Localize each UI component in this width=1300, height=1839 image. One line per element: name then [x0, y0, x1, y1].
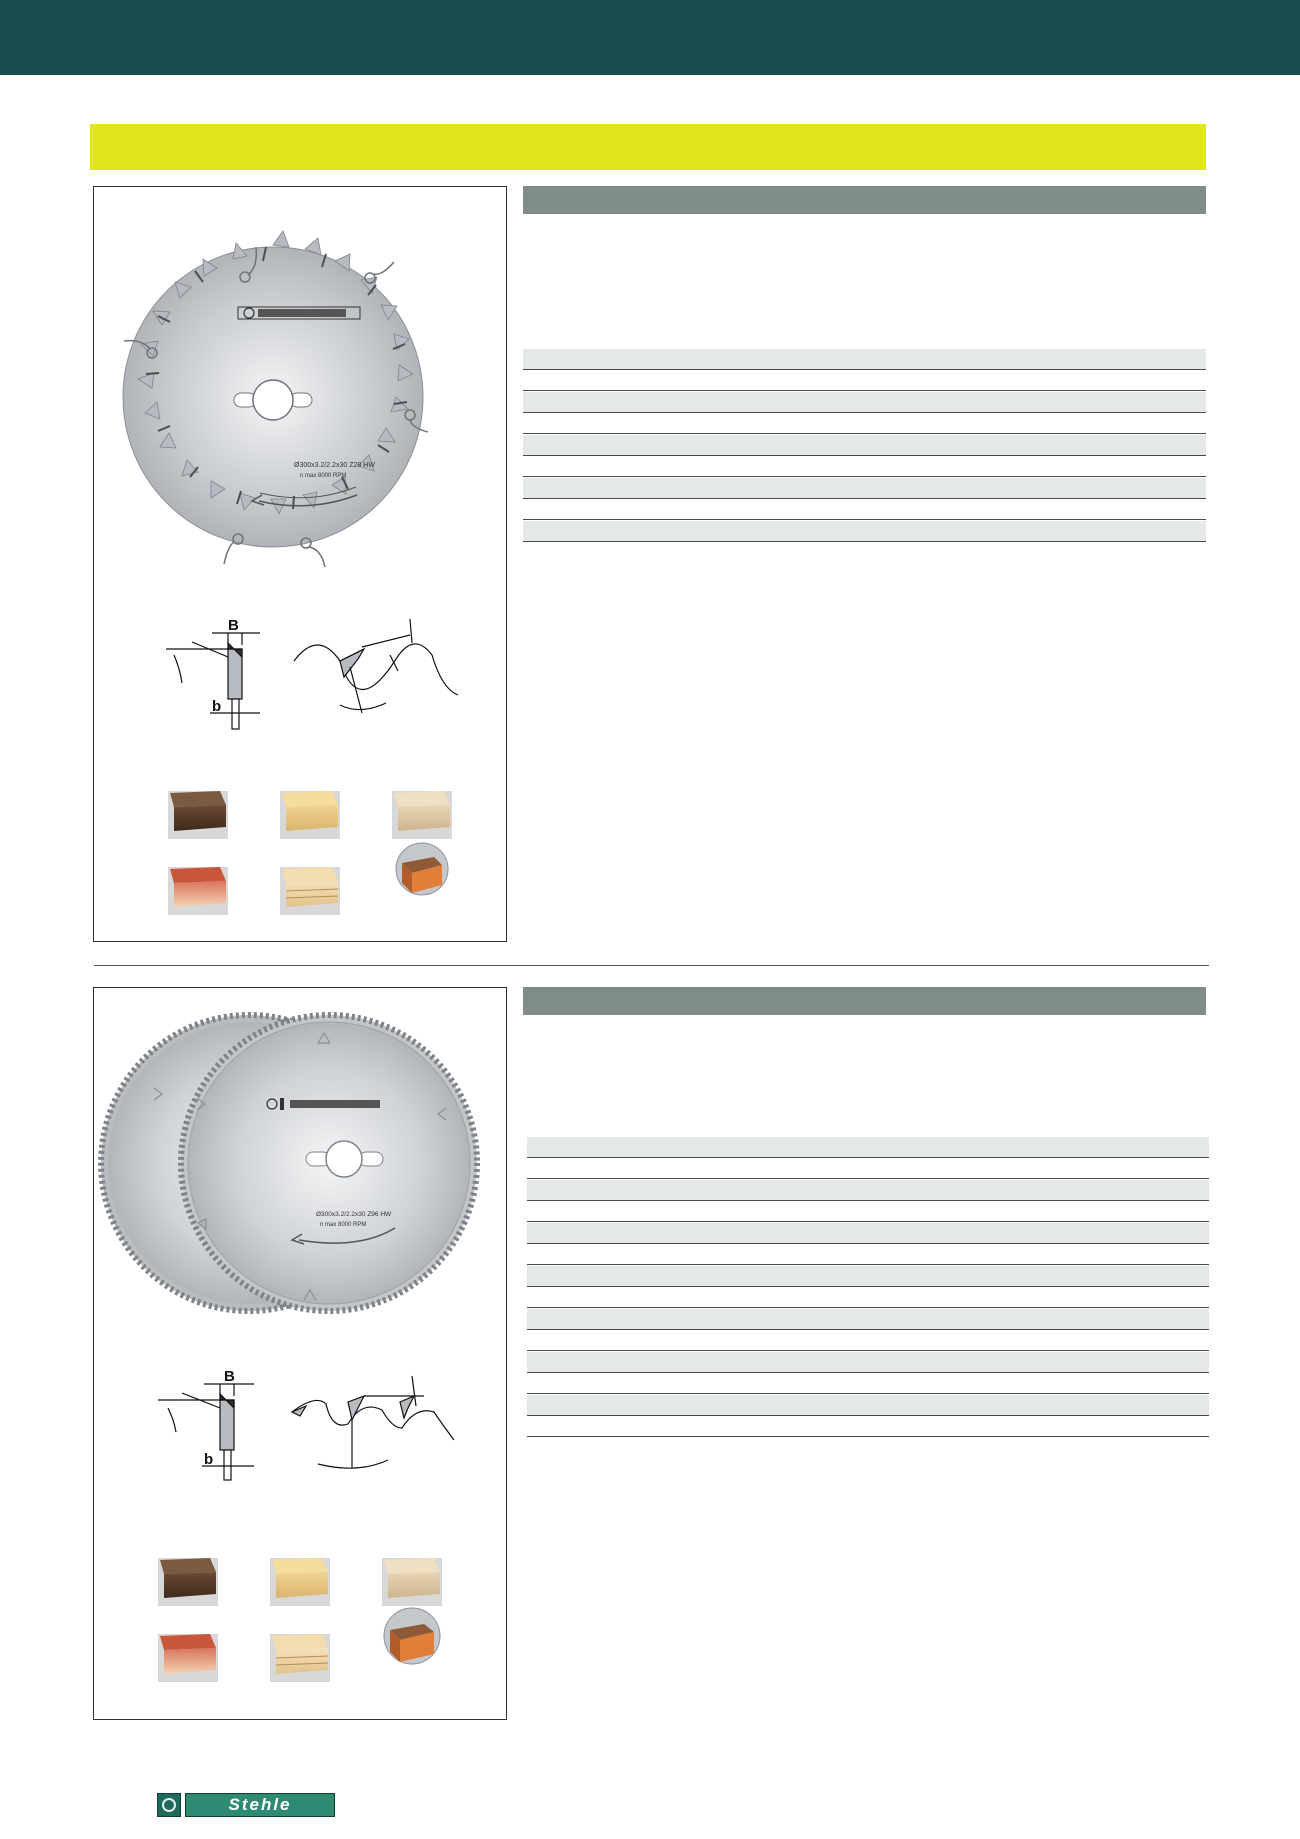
plywood-icon — [270, 1634, 330, 1682]
product-illustration-1 — [94, 187, 508, 943]
table-row — [527, 1287, 1209, 1308]
header-band — [0, 0, 1300, 75]
table-row — [527, 1223, 1209, 1244]
hardwood-icon — [168, 791, 228, 839]
table-row — [527, 1352, 1209, 1373]
tooth-profile-diagram — [158, 1376, 454, 1480]
blade-speed: n max 8000 RPM — [320, 1222, 367, 1228]
chipboard-icon — [382, 1558, 442, 1606]
chipboard-icon — [392, 791, 452, 839]
table-row — [523, 478, 1206, 499]
table-row — [527, 1395, 1209, 1416]
tooth-profile-diagram — [166, 619, 458, 729]
block-cut-icon — [384, 1608, 440, 1664]
spec-table-header-2 — [523, 987, 1206, 1015]
blade-marking: Ø300x3.2/2.2x30 Z28 HW — [294, 462, 375, 469]
table-row — [527, 1180, 1209, 1201]
blade-speed: n max 8000 RPM — [300, 473, 347, 479]
product-image-panel-2 — [93, 987, 507, 1720]
table-row — [523, 499, 1206, 520]
body-thickness-label: b — [204, 1451, 214, 1468]
table-row — [527, 1373, 1209, 1394]
plywood-icon — [280, 867, 340, 915]
table-row — [527, 1137, 1209, 1158]
category-title-band — [90, 124, 1206, 170]
table-row — [527, 1309, 1209, 1330]
table-row — [527, 1244, 1209, 1265]
table-row — [523, 413, 1206, 434]
hardwood-icon — [158, 1558, 218, 1606]
section-divider — [94, 965, 1209, 966]
table-row — [527, 1201, 1209, 1222]
kerf-width-label: B — [228, 617, 239, 634]
laminated-board-icon — [168, 867, 228, 915]
brand-wordmark: Stehle — [185, 1793, 335, 1817]
product-illustration-2 — [94, 988, 508, 1721]
brand-mark-icon — [157, 1793, 181, 1817]
table-row — [527, 1416, 1209, 1437]
softwood-icon — [280, 791, 340, 839]
table-row — [527, 1158, 1209, 1179]
brand-logo — [157, 1793, 337, 1817]
table-row — [527, 1266, 1209, 1287]
spec-table-header-1 — [523, 186, 1206, 214]
table-row — [523, 349, 1206, 370]
saw-blade-icon — [101, 1015, 477, 1311]
block-cut-icon — [396, 843, 448, 895]
laminated-board-icon — [158, 1634, 218, 1682]
table-row — [523, 392, 1206, 413]
table-row — [523, 435, 1206, 456]
table-row — [523, 456, 1206, 477]
table-row — [523, 521, 1206, 542]
kerf-width-label: B — [224, 1368, 235, 1385]
table-row — [527, 1330, 1209, 1351]
product-image-panel-1 — [93, 186, 507, 942]
softwood-icon — [270, 1558, 330, 1606]
blade-marking: Ø300x3.2/2.2x30 Z96 HW — [316, 1211, 392, 1218]
table-row — [523, 370, 1206, 391]
saw-blade-icon — [123, 231, 428, 567]
body-thickness-label: b — [212, 698, 222, 715]
